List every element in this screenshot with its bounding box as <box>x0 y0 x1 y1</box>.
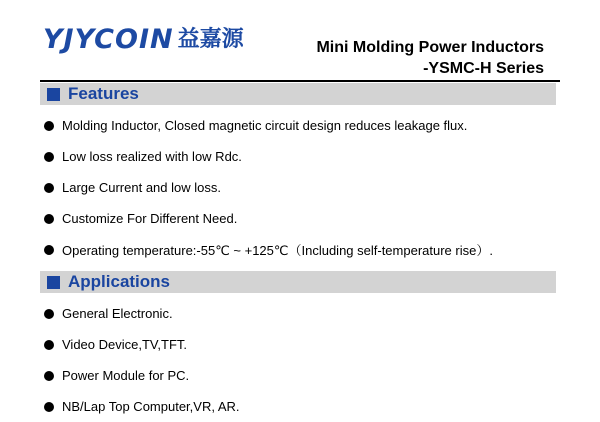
application-text: General Electronic. <box>62 306 173 321</box>
bullet-dot-icon <box>44 402 54 412</box>
bullet-dot-icon <box>44 309 54 319</box>
feature-text: Operating temperature:-55℃ ~ +125℃（Including self-temperature rise）. <box>62 243 493 258</box>
feature-text: Large Current and low loss. <box>62 180 221 195</box>
applications-list <box>44 298 240 422</box>
feature-text: Low loss realized with low Rdc. <box>62 149 242 164</box>
feature-text: Molding Inductor, Closed magnetic circuit design reduces leakage flux. <box>62 118 468 133</box>
bullet-dot-icon <box>44 121 54 131</box>
list-item <box>44 203 493 234</box>
list-item <box>44 391 240 422</box>
logo-wordmark: YJYCOIN <box>43 23 174 55</box>
features-section-header <box>40 83 556 105</box>
square-bullet-icon <box>47 88 60 101</box>
bullet-dot-icon <box>44 371 54 381</box>
list-item <box>44 172 493 203</box>
application-text: Video Device,TV,TFT. <box>62 337 187 352</box>
list-item <box>44 234 493 265</box>
square-bullet-icon <box>47 276 60 289</box>
bullet-dot-icon <box>44 245 54 255</box>
document-title <box>316 37 544 79</box>
applications-heading: Applications <box>68 272 171 291</box>
bullet-dot-icon <box>44 152 54 162</box>
bullet-dot-icon <box>44 340 54 350</box>
application-text: Power Module for PC. <box>62 368 190 383</box>
feature-text: Customize For Different Need. <box>62 211 238 226</box>
title-line-series: -YSMC-H Series <box>423 60 544 77</box>
bullet-dot-icon <box>44 214 54 224</box>
application-text: NB/Lap Top Computer,VR, AR. <box>62 399 240 414</box>
list-item <box>44 298 240 329</box>
features-list <box>44 110 493 265</box>
logo-chinese-name: 益嘉源 <box>177 26 244 52</box>
bullet-dot-icon <box>44 183 54 193</box>
brand-logo <box>43 22 244 56</box>
title-line-product: Mini Molding Power Inductors <box>316 39 544 56</box>
list-item <box>44 110 493 141</box>
applications-section-header <box>40 271 556 293</box>
header-divider <box>40 80 560 82</box>
list-item <box>44 141 493 172</box>
list-item <box>44 329 240 360</box>
list-item <box>44 360 240 391</box>
features-heading: Features <box>68 84 139 103</box>
